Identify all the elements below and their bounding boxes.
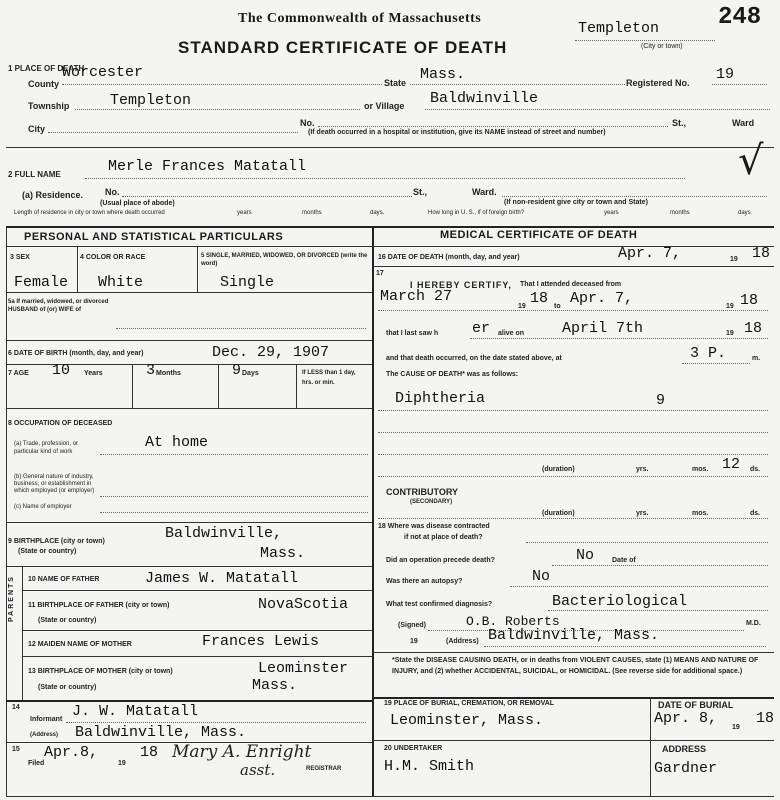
burial-date-label: DATE OF BURIAL — [658, 700, 734, 710]
commonwealth-heading: The Commonwealth of Massachusetts — [238, 11, 482, 26]
mother-name-label: 12 MAIDEN NAME OF MOTHER — [28, 641, 132, 648]
cause-footnote: *State the DISEASE CAUSING DEATH, or in deaths from VIOLENT CAUSES, state (1) MEANS AND NATURE OF INJURY, and (2) whether ACCIDENTAL, SUICIDAL, or HOMICIDAL. (See reverse side for additional space.) — [392, 657, 759, 675]
filed-19: 19 — [118, 760, 126, 767]
ward-label: Ward — [732, 118, 755, 128]
m-label: m. — [752, 355, 761, 362]
street-no-label: No. — [300, 118, 315, 128]
operation-label: Did an operation precede death? — [386, 557, 495, 564]
birthplace-city: Baldwinville, — [165, 525, 283, 542]
us-days-label: days — [738, 210, 751, 216]
burial-date: Apr. 8, — [654, 710, 718, 727]
residence-no-label: No. — [105, 187, 120, 197]
mother-name: Frances Lewis — [202, 633, 320, 650]
personal-heading: PERSONAL AND STATISTICAL PARTICULARS — [24, 231, 284, 243]
township-value: Templeton — [110, 92, 192, 109]
from-year: 18 — [530, 290, 549, 307]
cause-number: 9 — [656, 392, 666, 409]
informant-label: Informant — [30, 716, 63, 723]
filed-year: 18 — [140, 744, 159, 761]
autopsy-value: No — [532, 568, 551, 585]
occupation-label: 8 OCCUPATION OF DECEASED — [8, 420, 113, 427]
town-caption: (City or town) — [641, 43, 683, 50]
medical-heading: MEDICAL CERTIFICATE OF DEATH — [440, 229, 638, 241]
village-value: Baldwinville — [430, 90, 539, 107]
physician-address-label: (Address) — [446, 638, 479, 645]
contrib-duration-yrs: yrs. — [636, 510, 649, 517]
county-value: Worcester — [62, 64, 144, 81]
certify-label: I HEREBY CERTIFY, — [410, 280, 512, 290]
mother-birthplace-label: 13 BIRTHPLACE OF MOTHER (city or town) — [28, 668, 173, 675]
mother-birthplace-state: Mass. — [252, 677, 298, 694]
age-label: 7 AGE — [8, 370, 29, 377]
certificate-number: 248 — [718, 4, 762, 31]
burial-date-19: 19 — [732, 724, 740, 731]
registrar-signature-asst: asst. — [240, 761, 276, 779]
autopsy-label: Was there an autopsy? — [386, 578, 463, 585]
attended-to-date: Apr. 7, — [570, 290, 634, 307]
duration-label: (duration) — [542, 466, 575, 473]
date-of-label: Date of — [612, 557, 636, 564]
age-years: 10 — [52, 362, 71, 379]
father-birthplace: NovaScotia — [258, 596, 349, 613]
parents-side-label: PARENTS — [7, 575, 15, 622]
signature-19: 19 — [410, 638, 418, 645]
undertaker-name: H.M. Smith — [384, 758, 475, 775]
birthplace-state-label: (State or country) — [18, 548, 77, 555]
filed-date: Apr.8, — [44, 744, 99, 761]
test-value: Bacteriological — [552, 593, 688, 610]
to-19: 19 — [726, 303, 734, 310]
mother-birthplace-state-label: (State or country) — [38, 684, 97, 691]
residence-st-label: St., — [413, 187, 428, 197]
county-label: County — [28, 79, 59, 89]
duration-ds: ds. — [750, 466, 761, 473]
dob-value: Dec. 29, 1907 — [212, 344, 330, 361]
age-months: 3 — [146, 362, 156, 379]
residence-years-label: years — [237, 210, 252, 216]
residence-months-label: months — [302, 210, 322, 216]
secondary-label: (SECONDARY) — [410, 499, 453, 505]
residence-ward-label: Ward. — [472, 187, 497, 197]
industry-label: (b) General nature of industry, business, or establishment in which employed (or employer) — [14, 474, 95, 494]
residence-label: (a) Residence. — [22, 190, 84, 200]
street-label: St., — [672, 118, 687, 128]
certify-text: That I attended deceased from — [520, 281, 622, 288]
alive-19: 19 — [726, 330, 734, 337]
death-occurred-label: and that death occurred, on the date stated above, at — [386, 355, 562, 362]
city-label: City — [28, 124, 46, 134]
duration-mos: mos. — [692, 466, 709, 473]
sex-value: Female — [14, 274, 69, 291]
marital-value: Single — [220, 274, 275, 291]
color-value: White — [98, 274, 144, 291]
undertaker-address-label: ADDRESS — [662, 744, 707, 754]
length-residence-label: Length of residence in city or town where death occurred — [14, 210, 165, 216]
time-of-death: 3 P. — [690, 345, 727, 362]
state-value: Mass. — [420, 66, 466, 83]
operation-value: No — [576, 547, 595, 564]
contrib-duration-ds: ds. — [750, 510, 761, 517]
registered-label: Registered No. — [626, 78, 690, 88]
full-name-value: Merle Frances Matatall — [108, 158, 307, 175]
age-days: 9 — [232, 362, 242, 379]
check-mark: √ — [738, 138, 764, 184]
age-days-label: Days — [242, 370, 259, 377]
us-months-label: months — [670, 210, 690, 216]
birthplace-label: 9 BIRTHPLACE (city or town) — [8, 538, 105, 545]
date-of-death-label: 16 DATE OF DEATH (month, day, and year) — [378, 254, 520, 261]
us-residence-label: How long in U. S., if of foreign birth? — [428, 210, 525, 216]
dob-label: 6 DATE OF BIRTH (month, day, and year) — [8, 350, 144, 357]
attended-from-date: March 27 — [380, 288, 453, 305]
spouse-label: 5a If married, widowed, or divorced HUSBAND of (or) WIFE of — [8, 299, 109, 313]
md-label: M.D. — [746, 620, 761, 627]
residence-days-label: days. — [370, 210, 385, 216]
informant-address: Baldwinville, Mass. — [75, 724, 247, 741]
cause-label: The CAUSE OF DEATH* was as follows: — [386, 371, 519, 378]
certificate-title: STANDARD CERTIFICATE OF DEATH — [178, 38, 508, 57]
less-than-day-label: If LESS than 1 day, hrs. or min. — [302, 370, 356, 386]
cause-of-death: Diphtheria — [395, 390, 486, 407]
signed-label: (Signed) — [398, 622, 426, 629]
village-label: or Village — [364, 101, 405, 111]
registered-number: 19 — [716, 66, 735, 83]
filed-label: Filed — [28, 760, 45, 767]
duration-days: 12 — [722, 456, 741, 473]
abode-note: (Usual place of abode) — [100, 200, 175, 207]
physician-address: Baldwinville, Mass. — [488, 627, 660, 644]
q18-sub-label: if not at place of death? — [404, 534, 483, 541]
to-year: 18 — [740, 292, 759, 309]
q18-label: 18 Where was disease contracted — [378, 523, 490, 530]
last-saw-her: er — [472, 320, 491, 337]
informant-address-label: (Address) — [30, 732, 59, 738]
trade-label: (a) Trade, profession, or particular kind of work — [14, 441, 79, 455]
place-of-death-label: 1 PLACE OF DEATH — [8, 64, 85, 73]
informant-name: J. W. Matatall — [72, 703, 199, 720]
contrib-duration-mos: mos. — [692, 510, 709, 517]
burial-place-label: 19 PLACE OF BURIAL, CREMATION, OR REMOVAL — [384, 700, 555, 707]
q17-number: 17 — [376, 270, 384, 277]
filed-number: 15 — [12, 746, 20, 753]
full-name-label: 2 FULL NAME — [8, 170, 61, 179]
undertaker-address: Gardner — [654, 760, 718, 777]
father-name: James W. Matatall — [145, 570, 299, 587]
father-birthplace-state-label: (State or country) — [38, 617, 97, 624]
alive-on-label: alive on — [498, 330, 525, 337]
contributory-label: CONTRIBUTORY — [386, 487, 458, 497]
nonresident-note: (If non-resident give city or town and State) — [504, 199, 648, 206]
alive-on-date: April 7th — [562, 320, 644, 337]
state-label: State — [384, 78, 407, 88]
date-of-death-year: 18 — [752, 245, 771, 262]
burial-place: Leominster, Mass. — [390, 712, 544, 729]
father-birthplace-label: 11 BIRTHPLACE OF FATHER (city or town) — [28, 602, 170, 609]
township-label: Township — [28, 101, 70, 111]
employer-label: (c) Name of employer — [14, 504, 72, 510]
father-name-label: 10 NAME OF FATHER — [28, 576, 100, 583]
test-label: What test confirmed diagnosis? — [386, 601, 493, 608]
alive-year: 18 — [744, 320, 763, 337]
date-of-death-19: 19 — [730, 256, 738, 263]
duration-yrs: yrs. — [636, 466, 649, 473]
us-years-label: years — [604, 210, 619, 216]
occupation-value: At home — [145, 434, 209, 451]
town-name: Templeton — [578, 20, 660, 37]
mother-birthplace-city: Leominster — [258, 660, 349, 677]
color-label: 4 COLOR OR RACE — [80, 254, 146, 261]
informant-number: 14 — [12, 704, 20, 711]
age-months-label: Months — [156, 370, 181, 377]
contrib-duration-label: (duration) — [542, 510, 575, 517]
date-of-death: Apr. 7, — [618, 245, 682, 262]
birthplace-state: Mass. — [260, 545, 306, 562]
undertaker-label: 20 UNDERTAKER — [384, 745, 443, 752]
last-saw-label: that I last saw h — [386, 330, 439, 337]
hospital-note: (If death occurred in a hospital or institution, give its NAME instead of street and number) — [308, 129, 606, 136]
burial-date-year: 18 — [756, 710, 775, 727]
from-19: 19 — [518, 303, 526, 310]
registrar-signature: Mary A. Enright — [172, 742, 312, 762]
to-label: to — [554, 303, 561, 310]
signed-physician: O.B. Roberts — [466, 614, 560, 629]
marital-label: 5 SINGLE, MARRIED, WIDOWED, OR DIVORCED (write the word) — [201, 253, 368, 267]
registrar-label: REGISTRAR — [306, 766, 342, 772]
sex-label: 3 SEX — [10, 254, 30, 261]
age-years-label: Years — [84, 370, 103, 377]
